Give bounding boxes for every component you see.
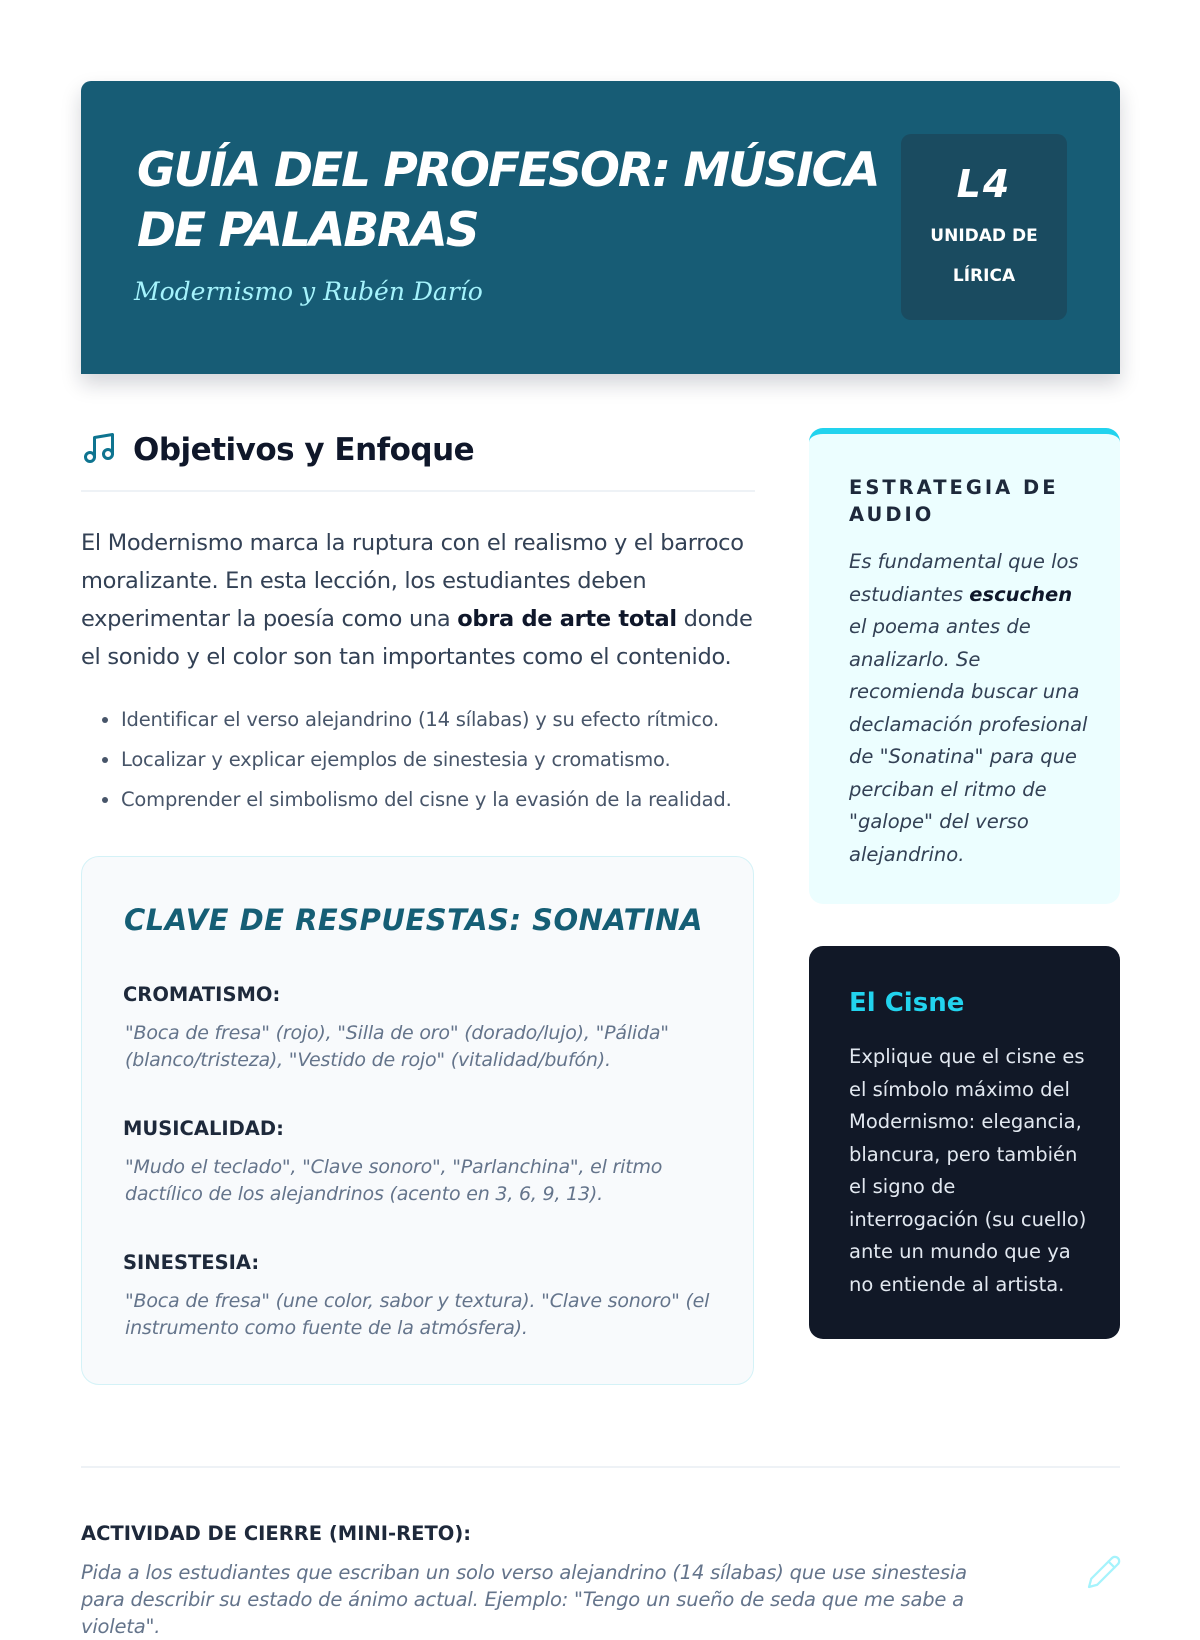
- objectives-heading: [81, 430, 755, 492]
- closing-activity: [81, 1522, 1120, 1640]
- closing-text: Pida a los estudiantes que escriban un solo verso alejandrino (14 sílabas) que use sinestesia para describir su estado de ánimo actual. Ejemplo: "Tengo un sueño de seda que me sabe a violeta".: [81, 1561, 967, 1638]
- audio-strategy-title: ESTRATEGIA DE AUDIO: [849, 476, 1059, 526]
- answer-text: "Boca de fresa" (rojo), "Silla de oro" (dorado/lujo), "Pálida" (blanco/tristeza), "Vestido de rojo" (vitalidad/bufón).: [125, 1022, 669, 1071]
- intro-highlight: obra de arte total: [457, 606, 677, 632]
- page-title: GUÍA DEL PROFESOR: MÚSICA DE PALABRAS: [137, 143, 879, 258]
- goal-item: • Identificar el verso alejandrino (14 sílabas) y su efecto rítmico.: [121, 700, 755, 740]
- goal-item: • Localizar y explicar ejemplos de sinestesia y cromatismo.: [121, 740, 755, 780]
- music-notes-icon: [81, 430, 117, 470]
- answer-key-title: CLAVE DE RESPUESTAS: SONATINA: [124, 903, 703, 937]
- objectives-title: Objetivos y Enfoque: [133, 432, 475, 468]
- closing-label: ACTIVIDAD DE CIERRE (MINI-RETO):: [81, 1522, 472, 1545]
- header-banner: [81, 81, 1120, 374]
- level-badge: [901, 134, 1067, 320]
- swan-text: Explique que el cisne es el símbolo máximo del Modernismo: elegancia, blancura, pero también el signo de interrogación (su cuello) ante un mundo que ya no entiende al artista.: [849, 1045, 1087, 1296]
- answer-label: CROMATISMO:: [123, 983, 281, 1006]
- answer-item-synesthesia: [123, 1251, 713, 1342]
- goal-item: • Comprender el simbolismo del cisne y la evasión de la realidad.: [121, 780, 755, 820]
- level-code: L4: [956, 162, 1012, 206]
- audio-strategy-text: [849, 546, 1089, 871]
- intro-text-end: donde el sonido y el color son tan importantes como el contenido.: [81, 606, 753, 670]
- goals-list: [81, 700, 755, 820]
- section-divider: [81, 1466, 1120, 1468]
- answer-label: SINESTESIA:: [123, 1251, 260, 1274]
- page-subtitle: Modernismo y Rubén Darío: [134, 277, 483, 306]
- answer-item-musicality: [123, 1117, 713, 1208]
- answer-text: "Mudo el teclado", "Clave sonoro", "Parlanchina", el ritmo dactílico de los alejandrinos (acento en 3, 6, 9, 13).: [125, 1156, 663, 1205]
- audio-text-start: Es fundamental que los estudiantes: [849, 550, 1079, 606]
- objectives-section: [81, 430, 755, 820]
- audio-text-highlight: escuchen: [969, 582, 1073, 606]
- answer-label: MUSICALIDAD:: [123, 1117, 284, 1140]
- intro-text-start: El Modernismo marca la ruptura con el realismo y el barroco moralizante. En esta lección, los estudiantes deben experimentar la poesía como una: [81, 530, 744, 632]
- level-label: UNIDAD DE LÍRICA: [930, 226, 1038, 286]
- answer-key-card: [81, 856, 754, 1385]
- answer-item-chromatism: [123, 983, 713, 1074]
- audio-strategy-card: [809, 428, 1120, 904]
- objectives-intro: [81, 524, 755, 676]
- audio-text-end: el poema antes de analizarlo. Se recomienda buscar una declamación profesional de "Sonatina" para que perciban el ritmo de "galope" del verso alejandrino.: [849, 615, 1088, 866]
- swan-card: [809, 946, 1120, 1339]
- swan-title: El Cisne: [849, 988, 965, 1018]
- pencil-icon: [1086, 1554, 1122, 1594]
- answer-text: "Boca de fresa" (une color, sabor y textura). "Clave sonoro" (el instrumento como fuente de la atmósfera).: [125, 1290, 710, 1339]
